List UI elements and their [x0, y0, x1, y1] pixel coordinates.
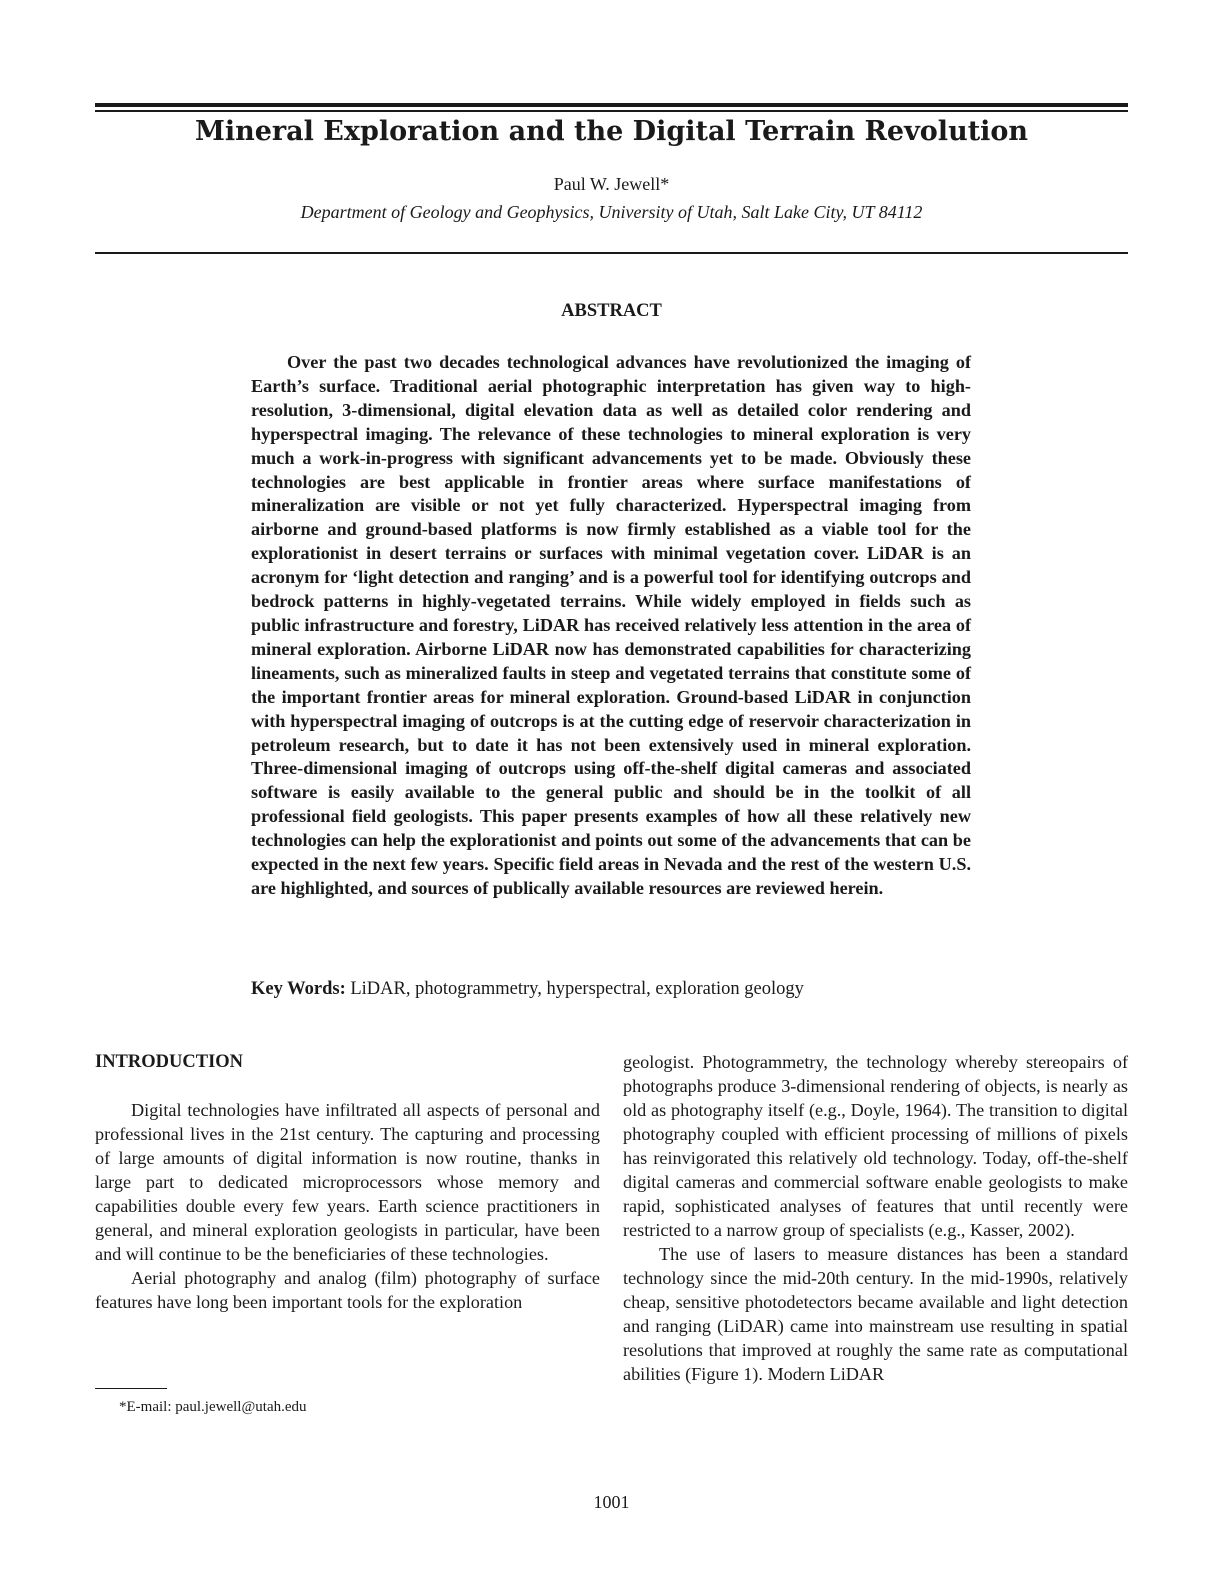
intro-paragraph-1: Digital technologies have infiltrated all aspects of personal and professional lives in the 21st century. The capturing and processing of large amounts of digital information is now routine, thanks in large part to dedicated microprocessors whose memory and capabilities double every few years. Earth science practitioners in general, and mineral exploration geologists in particular, have been and will continue to be the beneficiaries of these technologies. [95, 1100, 600, 1264]
intro-paragraph-2: Aerial photography and analog (film) photography of surface features have long been important tools for the exploration [95, 1268, 600, 1312]
right-paragraph-1: geologist. Photogrammetry, the technology whereby stereopairs of photographs produce 3-dimensional rendering of objects, is nearly as old as photography itself (e.g., Doyle, 1964). The transition to digital photography coupled with efficient processing of millions of pixels has reinvigorated this relatively old technology. Today, off-the-shelf digital cameras and commercial software enable geologists to make rapid, sophisticated analyses of features that until recently were restricted to a narrow group of specialists (e.g., Kasser, 2002). [623, 1052, 1128, 1240]
header-rule-thick [95, 103, 1128, 107]
keywords-list: LiDAR, photogrammetry, hyperspectral, exploration geology [350, 979, 804, 999]
footnote-rule [95, 1388, 167, 1389]
keywords-label: Key Words: [251, 979, 346, 999]
right-column [623, 1050, 1128, 1386]
right-paragraph-2: The use of lasers to measure distances has been a standard technology since the mid-20th century. In the mid-1990s, relatively cheap, sensitive photodetectors became available and light detection and ranging (LiDAR) came into mainstream use resulting in spatial resolutions that improved at roughly the same rate as computational abilities (Figure 1). Modern LiDAR [623, 1244, 1128, 1384]
left-column [95, 1050, 600, 1314]
header-bottom-rule [95, 252, 1128, 254]
abstract-body: Over the past two decades technological advances have revolutionized the imaging of Earth’s surface. Traditional aerial photographic interpretation has given way to high-resolution, 3-dimensional, digital elevation data as well as detailed color rendering and hyperspectral imaging. The relevance of these technologies to mineral exploration is very much a work-in-progress with significant advancements yet to be made. Obviously these technologies are best applicable in frontier areas where surface manifestations of mineralization are visible or not yet fully characterized. Hyperspectral imaging from airborne and ground-based platforms is now firmly established as a viable tool for the explorationist in desert terrains or surfaces with minimal vegetation cover. LiDAR is an acronym for ‘light detection and ranging’ and is a powerful tool for identifying outcrops and bedrock patterns in highly-vegetated terrains. While widely employed in fields such as public infrastructure and forestry, LiDAR has received relatively less attention in the area of mineral exploration. Airborne LiDAR now has demonstrated capabilities for characterizing lineaments, such as mineralized faults in steep and vegetated terrains that constitute some of the important frontier areas for mineral exploration. Ground-based LiDAR in conjunction with hyperspectral imaging of outcrops is at the cutting edge of reservoir characterization in petroleum research, but to date it has not been extensively used in mineral exploration. Three-dimensional imaging of outcrops using off-the-shelf digital cameras and associated software is easily available to the general public and should be in the toolkit of all professional field geologists. This paper presents examples of how all these relatively new technologies can help the explorationist and points out some of the advancements that can be expected in the next few years. Specific field areas in Nevada and the rest of the western U.S. are highlighted, and sources of publically available resources are reviewed herein. [251, 352, 971, 898]
author-affiliation: Department of Geology and Geophysics, University of Utah, Salt Lake City, UT 84112 [300, 202, 923, 222]
abstract-heading: ABSTRACT [561, 301, 662, 321]
author-name: Paul W. Jewell* [553, 174, 670, 194]
footnote-email: *E-mail: paul.jewell@utah.edu [119, 1399, 307, 1415]
introduction-heading: INTRODUCTION [95, 1052, 244, 1072]
page-number: 1001 [593, 1492, 630, 1512]
paper-title: Mineral Exploration and the Digital Terrain Revolution [194, 116, 1029, 147]
header-rule-thin [95, 110, 1128, 112]
keywords [251, 977, 971, 1001]
